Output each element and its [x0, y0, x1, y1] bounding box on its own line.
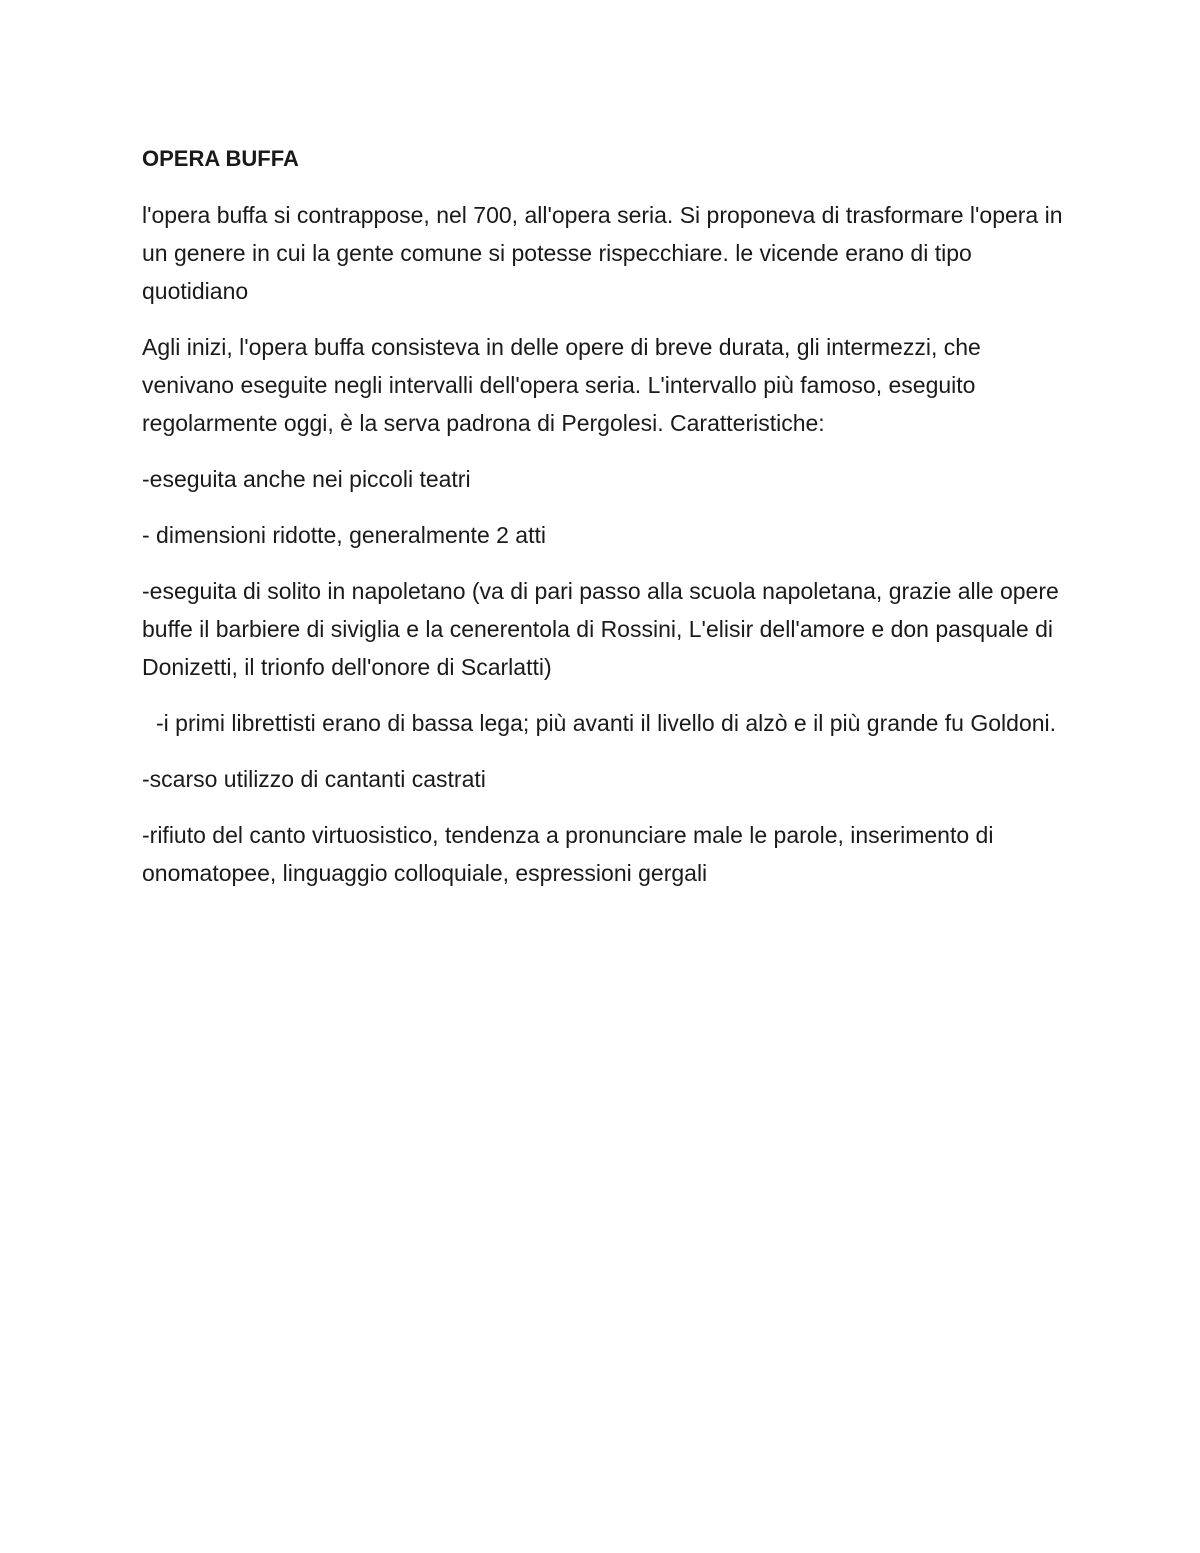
list-item-small-theatres: -eseguita anche nei piccoli teatri: [142, 466, 471, 492]
list-item-neapolitan: -eseguita di solito in napoletano (va di pari passo alla scuola napoletana, grazie alle opere buffe il barbiere di siviglia e la cenerentola di Rossini, L'elisir dell'amore e don pasquale di Donizetti, il trionfo dell'onore di Scarlatti): [142, 578, 1059, 680]
list-item-librettists: -i primi librettisti erano di bassa lega; più avanti il livello di alzò e il più grande fu Goldoni.: [156, 710, 1057, 736]
list-item-reduced-size: - dimensioni ridotte, generalmente 2 atti: [142, 522, 546, 548]
paragraph-origins: Agli inizi, l'opera buffa consisteva in delle opere di breve durata, gli intermezzi, che venivano eseguite negli intervalli dell'opera seria. L'intervallo più famoso, eseguito regolarmente oggi, è la serva padrona di Pergolesi. Caratteristiche:: [142, 334, 981, 436]
document-title: OPERA BUFFA: [142, 146, 299, 171]
list-item-singing-style: -rifiuto del canto virtuosistico, tendenza a pronunciare male le parole, inserimento di onomatopee, linguaggio colloquiale, espressioni gergali: [142, 822, 994, 886]
paragraph-intro: l'opera buffa si contrappose, nel 700, all'opera seria. Si proponeva di trasformare l'opera in un genere in cui la gente comune si potesse rispecchiare. le vicende erano di tipo quotidiano: [142, 202, 1063, 304]
list-item-castrati: -scarso utilizzo di cantanti castrati: [142, 766, 486, 792]
document-body: [142, 140, 1072, 910]
